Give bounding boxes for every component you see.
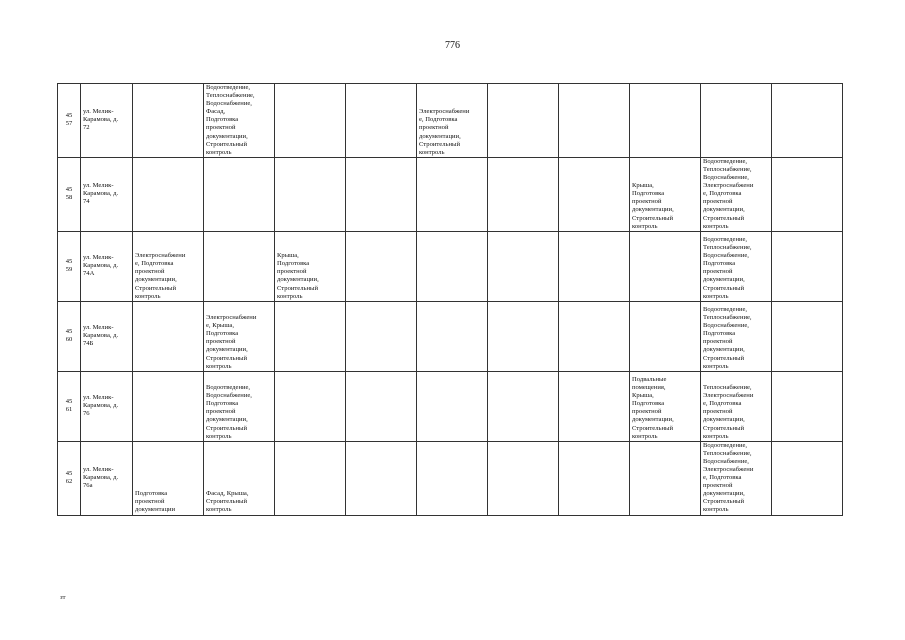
cell-text: Теплоснабжение, Электроснабжени е, Подготовка проектной документации, Строительный контроль bbox=[703, 384, 754, 440]
cell-text: Водоотведение, Теплоснабжение, Водоснабжение, Подготовка проектной документации, Строительный контроль bbox=[703, 235, 752, 300]
row-number-cell bbox=[58, 441, 81, 515]
works-cell bbox=[275, 301, 346, 371]
cell-text: 45 60 bbox=[65, 328, 73, 344]
works-cell bbox=[630, 371, 701, 441]
works-cell bbox=[488, 371, 559, 441]
works-cell bbox=[488, 231, 559, 301]
works-cell bbox=[630, 301, 701, 371]
works-cell bbox=[275, 157, 346, 231]
works-cell bbox=[559, 84, 630, 158]
cell-text: 45 61 bbox=[65, 398, 73, 414]
cell-text: Электроснабжени е, Подготовка проектной документации, Строительный контроль bbox=[419, 108, 470, 156]
works-cell bbox=[346, 371, 417, 441]
cell-text: Водоотведение, Теплоснабжение, Водоснабжение, Фасад, Подготовка проектной документации, Строительный контроль bbox=[206, 84, 255, 156]
works-cell bbox=[417, 231, 488, 301]
works-cell bbox=[772, 231, 843, 301]
works-cell bbox=[417, 157, 488, 231]
works-cell bbox=[630, 84, 701, 158]
works-cell bbox=[346, 84, 417, 158]
works-cell bbox=[701, 84, 772, 158]
works-cell bbox=[204, 84, 275, 158]
address-cell bbox=[81, 157, 133, 231]
works-cell bbox=[559, 441, 630, 515]
works-cell bbox=[701, 157, 772, 231]
works-cell bbox=[772, 84, 843, 158]
works-cell bbox=[701, 301, 772, 371]
works-cell bbox=[772, 301, 843, 371]
works-cell bbox=[630, 157, 701, 231]
address-cell bbox=[81, 301, 133, 371]
works-cell bbox=[772, 441, 843, 515]
table-row bbox=[58, 371, 843, 441]
works-cell bbox=[133, 157, 204, 231]
address-cell bbox=[81, 231, 133, 301]
works-cell bbox=[559, 231, 630, 301]
works-cell bbox=[346, 301, 417, 371]
works-cell bbox=[346, 231, 417, 301]
cell-text: ул. Мелик- Карамова, д. 72 bbox=[83, 108, 119, 132]
works-cell bbox=[417, 301, 488, 371]
address-cell bbox=[81, 371, 133, 441]
works-cell bbox=[630, 441, 701, 515]
cell-text: Водоотведение, Теплоснабжение, Водоснабжение, Электроснабжени е, Подготовка проектной документации, Строительный контроль bbox=[703, 441, 754, 514]
cell-text: ул. Мелик- Карамова, д. 74А bbox=[83, 254, 119, 278]
cell-text: ул. Мелик- Карамова, д. 76а bbox=[83, 465, 119, 490]
works-table bbox=[57, 83, 843, 516]
table-row bbox=[58, 157, 843, 231]
cell-text: ул. Мелик- Карамова, д. 74Б bbox=[83, 324, 119, 348]
cell-text: 45 57 bbox=[65, 112, 73, 128]
cell-text: Водоотведение, Водоснабжение, Подготовка проектной документации, Строительный контроль bbox=[206, 384, 252, 440]
table-row bbox=[58, 301, 843, 371]
works-cell bbox=[772, 157, 843, 231]
works-cell bbox=[488, 84, 559, 158]
row-number-cell bbox=[58, 157, 81, 231]
works-cell bbox=[559, 371, 630, 441]
works-cell bbox=[133, 231, 204, 301]
cell-text: ул. Мелик- Карамова, д. 76 bbox=[83, 394, 119, 418]
works-cell bbox=[488, 301, 559, 371]
works-cell bbox=[204, 301, 275, 371]
cell-text: Фасад, Крыша, Строительный контроль bbox=[206, 490, 249, 514]
works-cell bbox=[133, 301, 204, 371]
row-number-cell bbox=[58, 231, 81, 301]
works-cell bbox=[701, 231, 772, 301]
works-cell bbox=[701, 441, 772, 515]
cell-text: Подвальные помещения, Крыша, Подготовка проектной документации, Строительный контроль bbox=[632, 375, 674, 440]
works-cell bbox=[346, 441, 417, 515]
footer-mark: зт bbox=[60, 594, 66, 601]
page-number: 776 bbox=[445, 40, 460, 51]
address-cell bbox=[81, 84, 133, 158]
works-cell bbox=[772, 371, 843, 441]
cell-text: Электроснабжени е, Крыша, Подготовка проектной документации, Строительный контроль bbox=[206, 314, 257, 370]
works-cell bbox=[417, 441, 488, 515]
works-cell bbox=[488, 441, 559, 515]
table-row bbox=[58, 231, 843, 301]
cell-text: 45 62 bbox=[65, 470, 73, 486]
works-cell bbox=[204, 441, 275, 515]
cell-text: 45 59 bbox=[65, 258, 73, 274]
works-cell bbox=[133, 441, 204, 515]
works-cell bbox=[417, 84, 488, 158]
cell-text: Крыша, Подготовка проектной документации, Строительный контроль bbox=[277, 252, 319, 300]
works-cell bbox=[559, 301, 630, 371]
cell-text: Крыша, Подготовка проектной документации, Строительный контроль bbox=[632, 182, 674, 230]
works-cell bbox=[701, 371, 772, 441]
works-cell bbox=[275, 441, 346, 515]
row-number-cell bbox=[58, 371, 81, 441]
cell-text: Водоотведение, Теплоснабжение, Водоснабжение, Электроснабжени е, Подготовка проектной документации, Строительный контроль bbox=[703, 157, 754, 230]
cell-text: 45 58 bbox=[65, 186, 73, 202]
row-number-cell bbox=[58, 84, 81, 158]
works-cell bbox=[559, 157, 630, 231]
works-cell bbox=[275, 84, 346, 158]
works-cell bbox=[204, 157, 275, 231]
table-row bbox=[58, 441, 843, 515]
works-cell bbox=[204, 371, 275, 441]
works-cell bbox=[133, 371, 204, 441]
address-cell bbox=[81, 441, 133, 515]
works-cell bbox=[488, 157, 559, 231]
works-cell bbox=[275, 371, 346, 441]
works-cell bbox=[417, 371, 488, 441]
cell-text: Водоотведение, Теплоснабжение, Водоснабжение, Подготовка проектной документации, Строительный контроль bbox=[703, 305, 752, 370]
works-cell bbox=[204, 231, 275, 301]
works-cell bbox=[346, 157, 417, 231]
row-number-cell bbox=[58, 301, 81, 371]
cell-text: Подготовка проектной документации bbox=[135, 490, 176, 514]
works-cell bbox=[275, 231, 346, 301]
works-cell bbox=[133, 84, 204, 158]
cell-text: ул. Мелик- Карамова, д. 74 bbox=[83, 182, 119, 206]
cell-text: Электроснабжени е, Подготовка проектной документации, Строительный контроль bbox=[135, 252, 186, 300]
works-cell bbox=[630, 231, 701, 301]
table-row bbox=[58, 84, 843, 158]
